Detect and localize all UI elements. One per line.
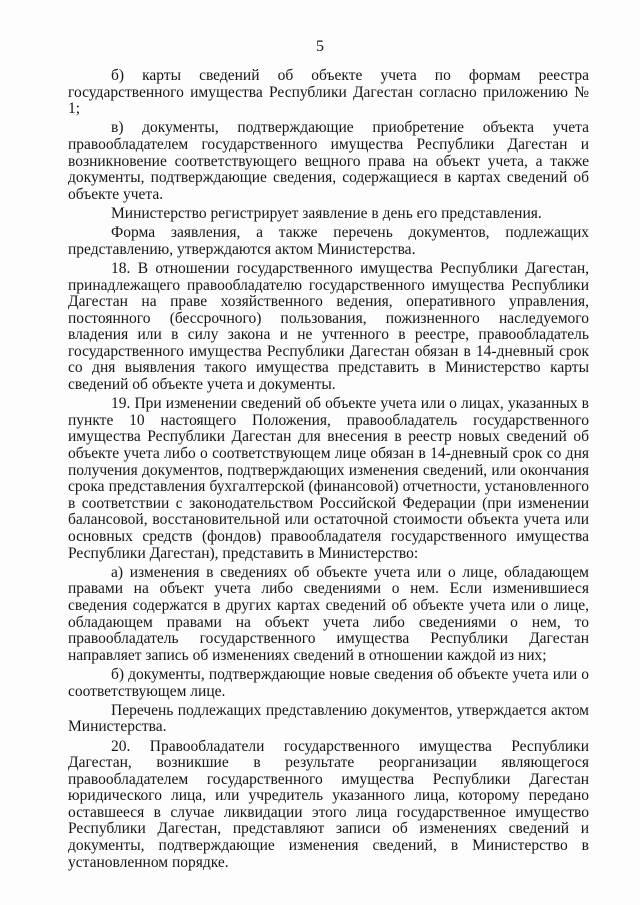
paragraph-documents-list: Перечень подлежащих представлению документов, утверждается актом Министерства. [68,701,589,736]
paragraph-clause-18: 18. В отношении государственного имущества Республики Дагестан, принадлежащего правообладателю государственного имущества Республики Дагестан на праве хозяйственного ведения, оперативного управления, постоянного (бессрочного) пользования, пожизненного наследуемого владения или в силу закона и не учтенного в реестре, правообладатель государственного имущества Республики Дагестан обязан в 14-дневный срок со дня выявления такого имущества представить в Министерство карты сведений об объекте учета и документы. [68,259,589,394]
paragraph-item-a-changes: а) изменения в сведениях об объекте учета или о лице, обладающем правами на объект учета либо сведениями о нем. Если изменившиеся сведения содержатся в других картах сведений об объекте учета или о лице, обладающем правами на объект учета либо сведениями о нем, то правообладатель государственного имущества Республики Дагестан направляет запись об изменениях сведений в отношении каждой из них; [68,563,589,664]
document-body [68,68,589,874]
paragraph-clause-19: 19. При изменении сведений об объекте учета или о лицах, указанных в пункте 10 настоящего Положения, правообладатель государственного имущества Республики Дагестан для внесения в реестр новых сведений об объекте учета либо о соответствующем лице обязан в 14-дневный срок со дня получения документов, подтверждающих изменения сведений, или окончания срока представления бухгалтерской (финансовой) отчетности, установленного в соответствии с законодательством Российской Федерации (при изменении балансовой, восстановительной или остаточной стоимости объекта учета или основных средств (фондов) правообладателя государственного имущества Республики Дагестан), представить в Министерство: [68,395,589,562]
paragraph-registration: Министерство регистрирует заявление в день его представления. [111,204,542,222]
page-number: 5 [316,38,324,55]
paragraph-item-b-new-documents: б) документы, подтверждающие новые сведения об объекте учета или о соответствующем лице. [68,665,589,700]
paragraph-application-form: Форма заявления, а также перечень документов, подлежащих представлению, утверждаются актом Министерства. [68,224,589,258]
paragraph-item-v-documents: в) документы, подтверждающие приобретение объекта учета правообладателем государственного имущества Республики Дагестан и возникновение соответствующего вещного права на объект учета, а также документы, подтверждающие сведения, содержащиеся в картах сведений об объекте учета. [68,119,589,203]
paragraph-clause-20: 20. Правообладатели государственного имущества Республики Дагестан, возникшие в результате реорганизации являющегося правообладателем государственного имущества Республики Дагестан юридического лица, или учредитель указанного лица, которому передано оставшееся в случае ликвидации этого лица государственное имущество Республики Дагестан, представляют записи об изменениях сведений и документы, подтверждающие изменения сведений, в Министерство в установленном порядке. [68,737,589,871]
paragraph-item-b-cards: б) карты сведений об объекте учета по формам реестра государственного имущества Республики Дагестан согласно приложению № 1; [68,67,589,118]
